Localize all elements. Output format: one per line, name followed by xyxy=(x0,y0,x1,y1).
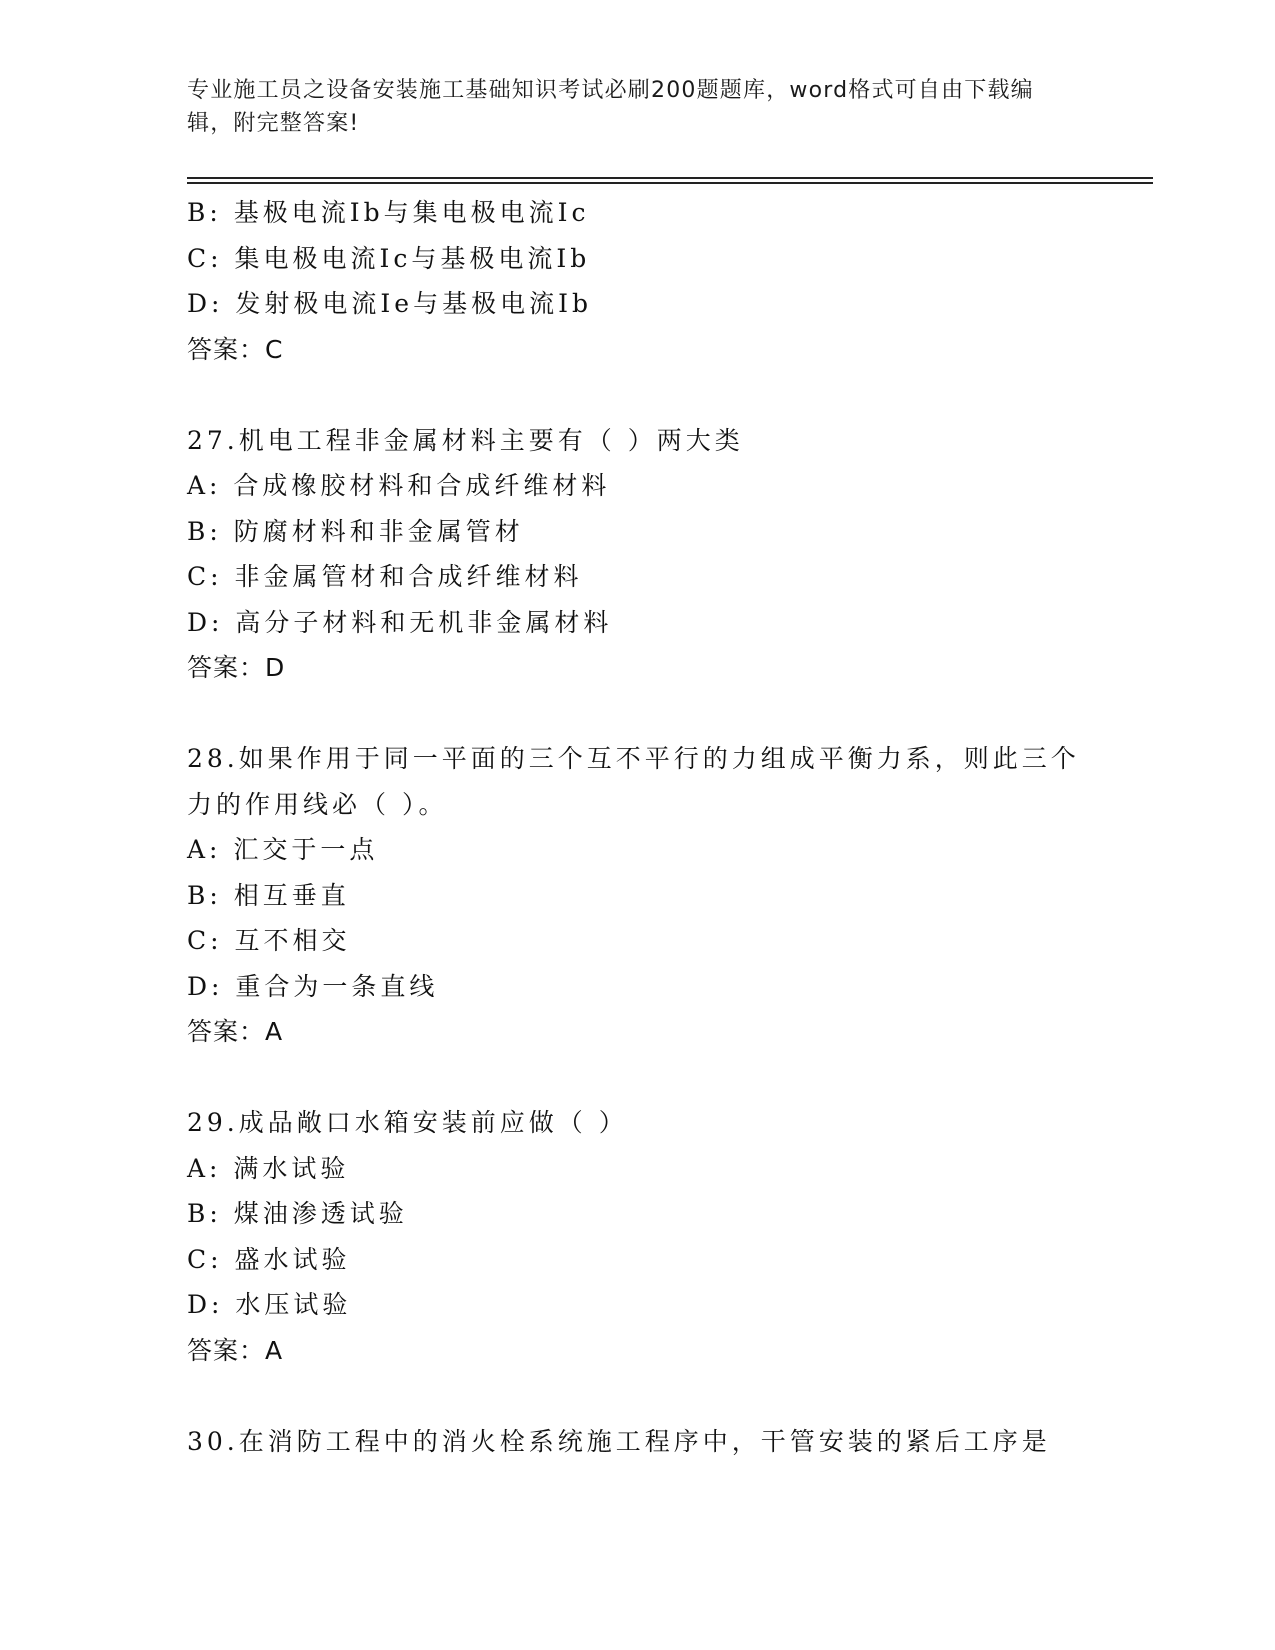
answer-line: 答案：A xyxy=(187,1017,284,1046)
option-d: D: 高分子材料和无机非金属材料 xyxy=(187,607,613,637)
header-divider-top xyxy=(187,177,1153,179)
option-b: B: 相互垂直 xyxy=(187,880,350,910)
answer-line: 答案：D xyxy=(187,653,286,682)
question-block-30 xyxy=(187,1419,1067,1465)
option-d: D: 水压试验 xyxy=(187,1290,352,1319)
option-c: C: 互不相交 xyxy=(187,926,351,955)
option-c: C: 盛水试验 xyxy=(187,1244,351,1274)
answer-line: 答案：A xyxy=(187,1335,284,1365)
question-text: 29.成品敞口水箱安装前应做（ ） xyxy=(187,1108,628,1137)
question-content xyxy=(187,190,1080,1464)
question-block-28 xyxy=(187,736,1080,1055)
option-b: B: 煤油渗透试验 xyxy=(187,1199,408,1228)
spacer xyxy=(187,1373,1067,1419)
option-d: D: 发射极电流Ie与基极电流Ib xyxy=(187,289,592,318)
option-a: A: 满水试验 xyxy=(187,1153,350,1183)
question-text: 27.机电工程非金属材料主要有（ ）两大类 xyxy=(187,425,744,455)
header-divider-bottom xyxy=(187,182,1153,184)
question-block-29 xyxy=(187,1100,1067,1373)
option-c: C: 集电极电流Ic与基极电流Ib xyxy=(187,243,591,273)
question-text: 30.在消防工程中的消火栓系统施工程序中，干管安装的紧后工序是 xyxy=(187,1426,1051,1456)
question-block-26 xyxy=(187,190,1067,372)
question-text-line-1: 28.如果作用于同一平面的三个互不平行的力组成平衡力系，则此三个 xyxy=(187,744,1080,773)
option-a: A: 汇交于一点 xyxy=(187,835,379,864)
option-d: D: 重合为一条直线 xyxy=(187,971,439,1001)
spacer xyxy=(187,372,1067,418)
option-c: C: 非金属管材和合成纤维材料 xyxy=(187,562,583,591)
spacer xyxy=(187,1055,1067,1101)
spacer xyxy=(187,691,1067,737)
question-block-27 xyxy=(187,418,1067,691)
document-header xyxy=(187,74,1067,140)
option-a: A: 合成橡胶材料和合成纤维材料 xyxy=(187,471,611,500)
option-b: B: 基极电流Ib与集电极电流Ic xyxy=(187,198,590,227)
option-b: B: 防腐材料和非金属管材 xyxy=(187,516,524,546)
question-text-line-2: 力的作用线必（ ）。 xyxy=(187,789,448,819)
answer-line: 答案：C xyxy=(187,334,284,364)
header-title: 专业施工员之设备安装施工基础知识考试必刷200题题库，word格式可自由下载编辑，附完整答案! xyxy=(187,78,1034,136)
